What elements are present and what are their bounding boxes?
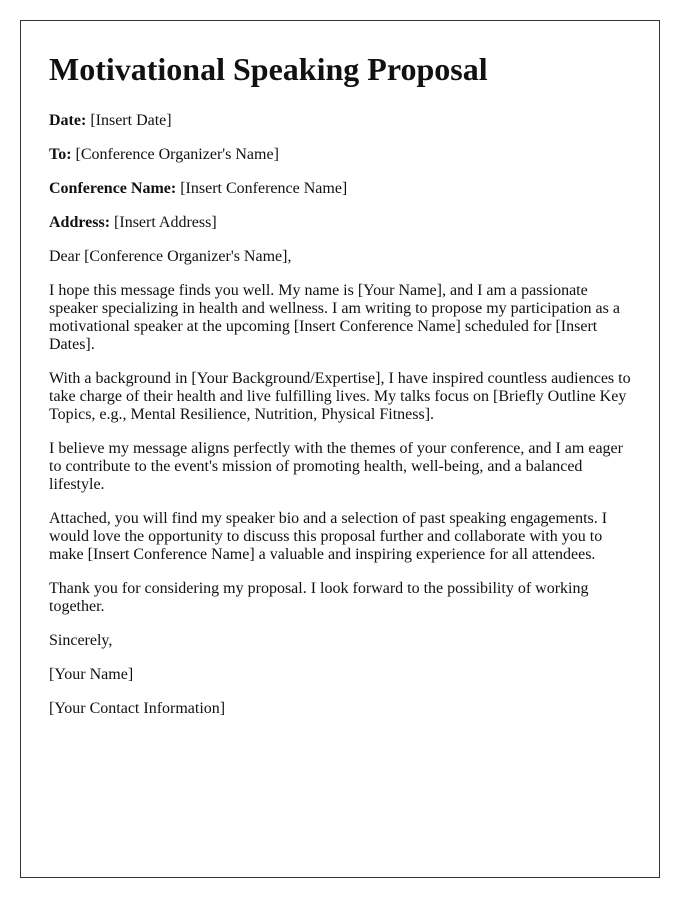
body-paragraph-background: With a background in [Your Background/Expertise], I have inspired countless audiences to take charge of their health and live fulfilling lives. My talks focus on [Briefly Outline Key Topics, e.g., Mental Resilience, Nutrition, Physical Fitness].	[49, 370, 631, 423]
address-value: [Insert Address]	[110, 214, 217, 231]
recipient-label: To:	[49, 146, 72, 163]
recipient-line	[49, 146, 631, 164]
date-value: [Insert Date]	[86, 112, 172, 129]
salutation: Dear [Conference Organizer's Name],	[49, 248, 292, 265]
date-line	[49, 112, 631, 130]
body-paragraph-intro: I hope this message finds you well. My name is [Your Name], and I am a passionate speaker specializing in health and wellness. I am writing to propose my participation as a motivational speaker at the upcoming [Insert Conference Name] scheduled for [Insert Dates].	[49, 282, 620, 353]
body-paragraph-alignment: I believe my message aligns perfectly with the themes of your conference, and I am eager to contribute to the event's mission of promoting health, well-being, and a balanced lifestyle.	[49, 440, 623, 493]
conference-name-value: [Insert Conference Name]	[176, 180, 348, 197]
page-title: Motivational Speaking Proposal	[49, 51, 488, 87]
signature-name: [Your Name]	[49, 666, 134, 683]
closing: Sincerely,	[49, 632, 113, 649]
signature-contact: [Your Contact Information]	[49, 700, 226, 717]
recipient-value: [Conference Organizer's Name]	[71, 146, 279, 163]
address-label: Address:	[49, 214, 111, 231]
body-paragraph-thanks: Thank you for considering my proposal. I look forward to the possibility of working together.	[49, 580, 589, 615]
letter-page	[20, 20, 660, 878]
address-line	[49, 214, 631, 232]
date-label: Date:	[49, 112, 87, 129]
conference-name-label: Conference Name:	[49, 180, 177, 197]
conference-name-line	[49, 180, 631, 198]
body-paragraph-attachments: Attached, you will find my speaker bio and a selection of past speaking engagements. I would love the opportunity to discuss this proposal further and collaborate with you to make [Insert Conference Name] a valuable and inspiring experience for all attendees.	[49, 510, 608, 563]
